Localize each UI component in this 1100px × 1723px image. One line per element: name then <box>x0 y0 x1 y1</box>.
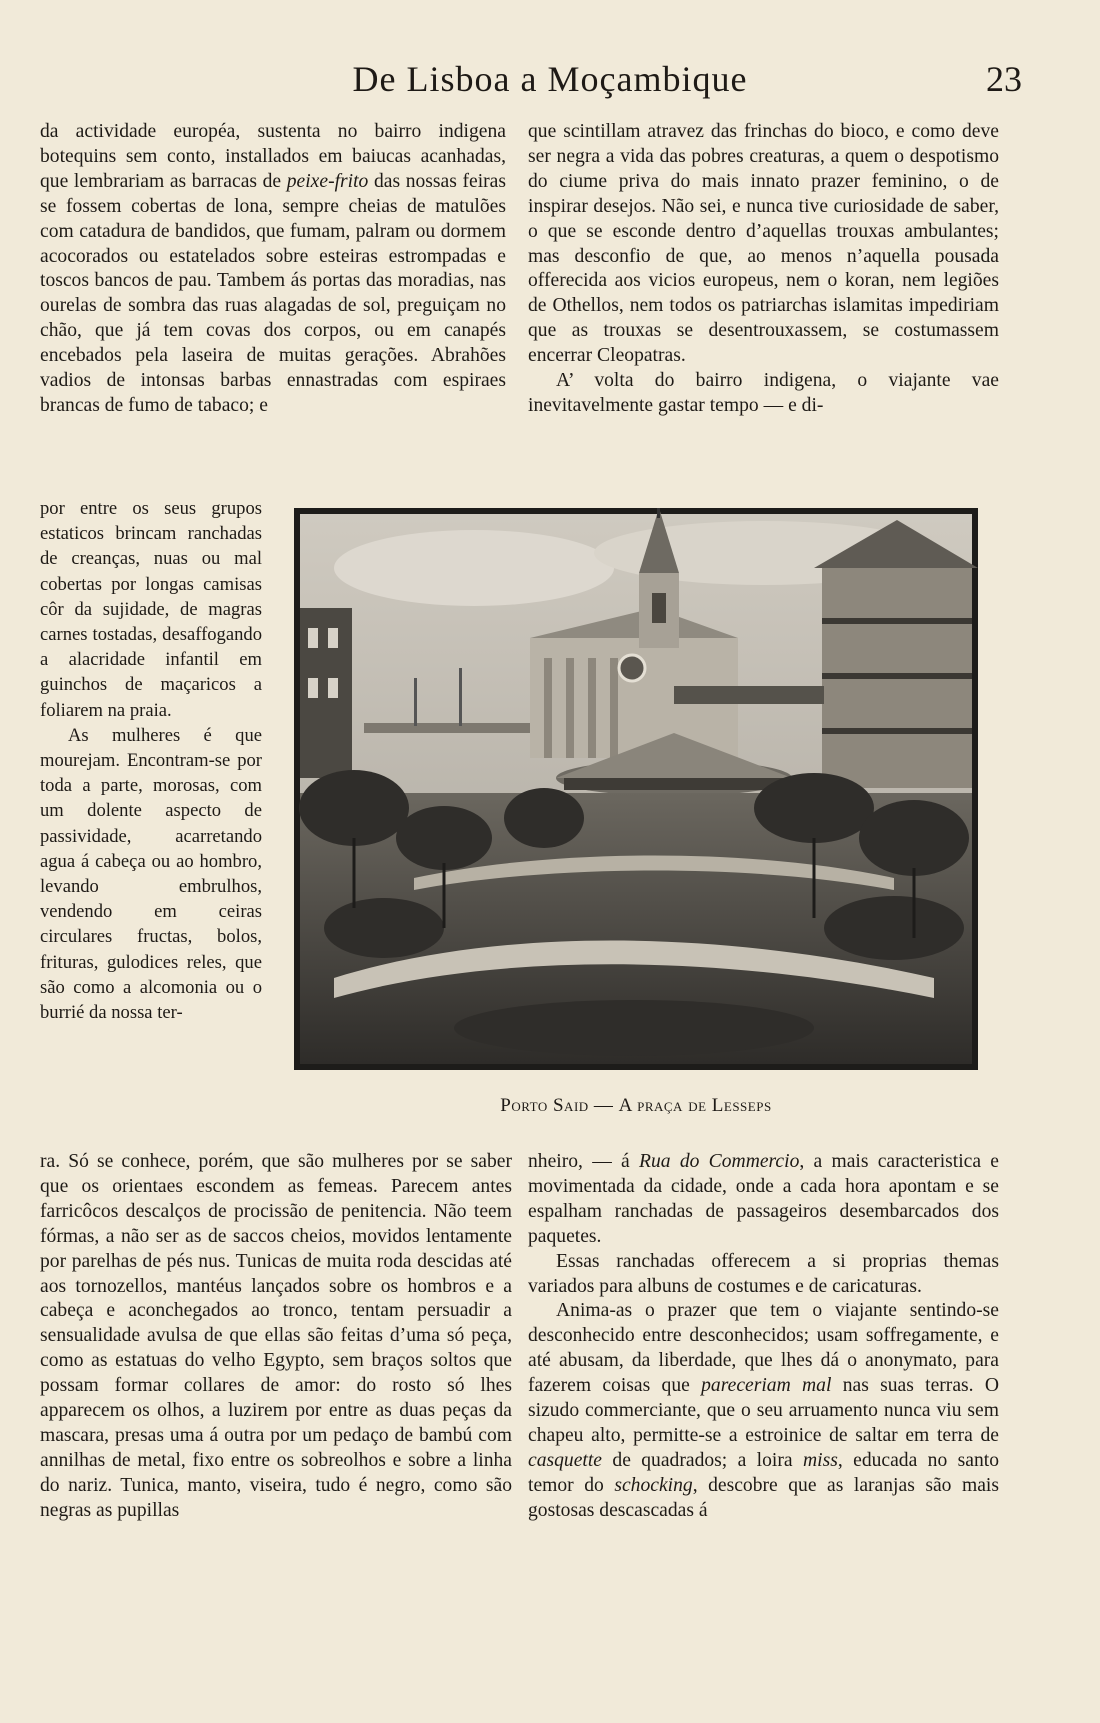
paragraph: Essas ranchadas offerecem a si proprias themas variados para albuns de costumes e de caricaturas. <box>528 1250 999 1297</box>
paragraph: A’ volta do bairro indigena, o viajante vae inevitavelmente gastar tempo — e di- <box>528 370 999 416</box>
left-column-top <box>40 120 506 419</box>
italic-word: casquette <box>528 1449 602 1471</box>
italic-word: miss <box>802 1449 838 1471</box>
right-column-bottom <box>528 1150 999 1524</box>
paragraph <box>528 1299 999 1523</box>
right-column-top <box>528 120 999 419</box>
text-run: das nossas feiras se fossem cobertas de lona, sempre cheias de matulões com catadura de bandidos, que fumam, palram ou dormem acocorados ou estatelados sobre esteiras estrompadas e toscos bancos de pau. Tambem ás portas das moradias, nas ourelas de sombra das ruas alagadas de sol, preguiçam no chão, que já tem covas dos corpos, ou em canapés encebados pela laseira de muitas gerações. Abrahões vadios de intonsas barbas ennastradas com espiraes brancas de fumo de tabaco; e <box>40 170 507 416</box>
text-run: nheiro, — á <box>528 1151 630 1172</box>
paragraph <box>528 1150 999 1250</box>
text-run: , a mais caracteristica e movimentada da cidade, onde a cada hora apontam e se espalham ranchadas de passageiros desembarcados dos paquetes. <box>528 1151 1000 1247</box>
italic-street-name: Rua do Commercio <box>639 1151 800 1172</box>
paragraph <box>40 120 506 419</box>
caption-place: Porto Said <box>500 1095 589 1116</box>
italic-term: peixe-frito <box>286 170 369 192</box>
text-run: , educada no santo temor do <box>528 1449 1000 1496</box>
text-run: da actividade européa, sustenta no bairro indigena botequins sem conto, installados em baiucas acanhadas, que lembrariam as barracas de <box>40 121 506 192</box>
italic-phrase: pareceriam mal <box>701 1375 832 1397</box>
left-column-bottom <box>40 1150 512 1524</box>
running-title: De Lisboa a Moçambique <box>352 59 748 99</box>
paragraph: As mulheres é que mourejam. Encontram-se por toda a parte, morosas, com um dolente aspecto de passividade, acarretando agua á cabeça ou ao hombro, levando embrulhos, vendendo em ceiras circulares fructas, bolos, frituras, gulodices reles, que são como a alcomonia ou o burrié da nossa ter- <box>40 724 262 1024</box>
italic-word: schocking <box>614 1474 693 1496</box>
page-number: 23 <box>986 59 1022 99</box>
engraving-illustration <box>294 508 978 1070</box>
text-run: Anima-as o prazer que tem o viajante sentindo-se desconhecido entre desconhecidos; usam soffregamente, e até abusam, da liberdade, que lhes dá o anonymato, para fazerem coisas que <box>528 1300 999 1397</box>
text-run: nas suas terras. O sizudo commerciante, que o seu arruamento nunca viu sem chapeu alto, permitte-se a estroinice de saltar em terra de <box>528 1375 999 1446</box>
engraving-porto-said <box>294 508 978 1070</box>
text-run: de quadrados; a loira <box>612 1449 793 1471</box>
text-run: , descobre que as laranjas são mais gostosas descascadas á <box>528 1474 999 1521</box>
caption-separator: — <box>588 1095 619 1116</box>
left-column-narrow <box>40 496 262 1025</box>
paragraph: ra. Só se conhece, porém, que são mulheres por se saber que os orientaes escondem as femeas. Parecem antes farricôcos descalços de procissão de penitencia. Não teem fórmas, a não ser as de saccos cheios, movidos lentamente por parelhas de pés nus. Tunicas de muita roda descidas até aos tornozellos, mantéus lançados sobre os hombros e a cabeça e aconchegados ao tronco, tentam persuadir a sensualidade avulsa de que ellas são feitas d’uma só peça, como as estatuas do velho Egypto, sem braços soltos que possam formar collares de amor: do rosto só lhes apparecem os olhos, a luzirem por entre as duas peças da mascara, presas uma á outra por um pedaço de bambú com annilhas de metal, fixo entre os sobreolhos e sobre a linha do nariz. Tunica, manto, viseira, tudo é negro, como são negras as pupillas <box>40 1151 512 1521</box>
caption-subject: A praça de Lesseps <box>618 1095 772 1116</box>
figure-caption <box>294 1095 978 1117</box>
paragraph: por entre os seus grupos estaticos brincam ranchadas de creanças, nuas ou mal cobertas por longas camisas côr da sujidade, de magras carnes tostadas, desaffogando a alacridade infantil em guinchos de maçaricos a foliarem na praia. <box>40 498 262 721</box>
paragraph: que scintillam atravez das frinchas do bioco, e como deve ser negra a vida das pobres creaturas, a quem o despotismo do ciume priva do mais innato prazer feminino, o de inspirar desejos. Não sei, e nunca tive curiosidade de saber, o que se esconde dentro d’aquellas trouxas ambulantes; mas desconfio de que, ao menos n’aquella pousada offerecida aos vicios europeus, nem o koran, nem legiões de Othellos, nem todos os patriarchas islamitas impediriam que as trouxas se desentrouxassem, se costumassem encerrar Cleopatras. <box>528 121 999 367</box>
